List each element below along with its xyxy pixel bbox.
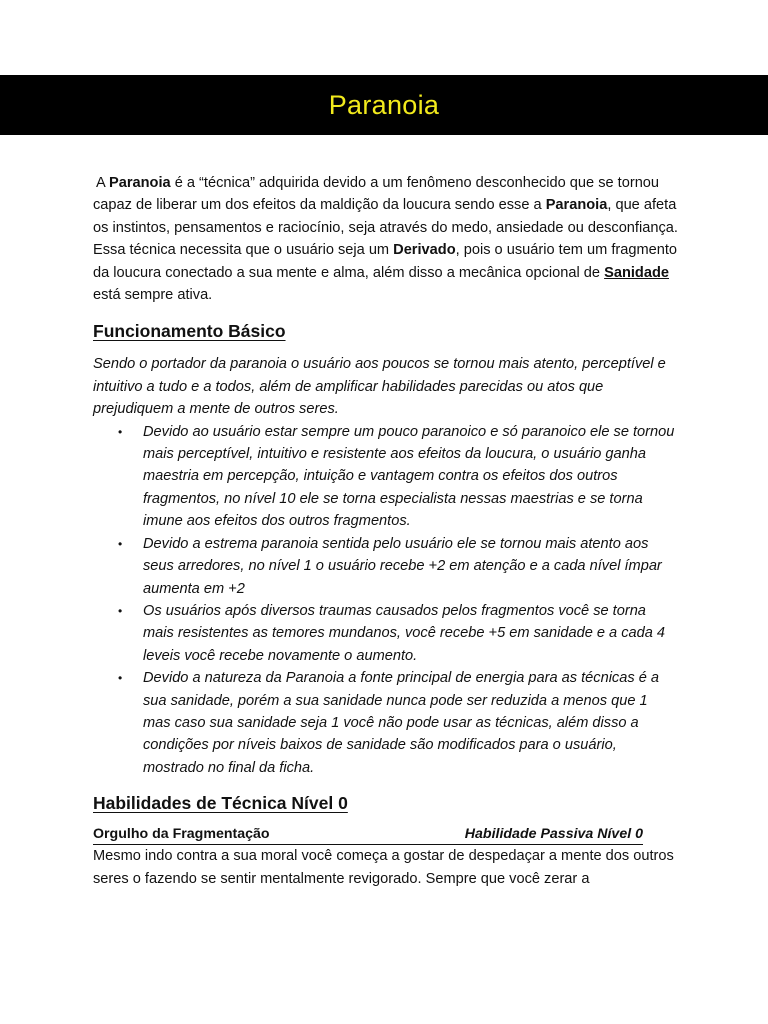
intro-paragraph	[93, 172, 678, 306]
intro-bold-term: Derivado	[393, 242, 456, 259]
bullet-icon: •	[118, 424, 123, 439]
section-heading-funcionamento: Funcionamento Básico	[93, 321, 286, 342]
skill-name: Orgulho da Fragmentação	[93, 826, 270, 843]
title-bar	[0, 75, 768, 135]
section-heading-habilidades: Habilidades de Técnica Nível 0	[93, 793, 348, 814]
intro-text: , que afeta os instintos, pensamentos e raciocínio, seja através do medo, ansiedade ou desconfiança. Essa técnica necessita que o usuário seja um	[93, 197, 678, 259]
list-item	[118, 533, 678, 600]
list-item-text: Devido ao usuário estar sempre um pouco paranoico e só paranoico ele se tornou mais perceptível, intuitivo e resistente aos efeitos da loucura, o usuário ganha maestria em percepção, intuição e vantagem contra os efeitos dos outros fragmentos, no nível 10 ele se torna especialista nessas maestrias e se torna imune aos efeitos dos outros fragmentos.	[143, 423, 675, 530]
bullet-icon: •	[118, 603, 123, 618]
list-item	[118, 667, 678, 779]
list-item-text: Devido a estrema paranoia sentida pelo usuário ele se tornou mais atento aos seus arredores, no nível 1 o usuário recebe +2 em atenção e a cada nível ímpar aumenta em +2	[143, 535, 662, 597]
list-item	[118, 421, 678, 533]
list-item	[118, 600, 678, 667]
page-title: Paranoia	[328, 89, 440, 120]
intro-text: está sempre ativa.	[93, 287, 213, 304]
intro-bold-term: Paranoia	[545, 197, 608, 214]
intro-text: é a “técnica” adquirida devido a um fenômeno desconhecido que se tornou capaz de liberar um dos efeitos da maldição da loucura sendo esse a	[93, 175, 660, 214]
intro-text: , pois o usuário tem um fragmento da loucura conectado a sua mente e alma, além disso a mecânica opcional de	[93, 242, 678, 281]
document-body	[93, 172, 678, 890]
bullet-icon: •	[118, 536, 123, 551]
intro-bold-term: Paranoia	[108, 175, 171, 191]
intro-underlined-term: Sanidade	[604, 264, 669, 281]
list-item-text: Devido a natureza da Paranoia a fonte principal de energia para as técnicas é a sua sanidade, porém a sua sanidade nunca pode ser reduzida a menos que 1 mas caso sua sanidade seja 1 você não pode usar as técnicas, além disso a condições por níveis baixos de sanidade são modificados para o usuário, mostrado no final da ficha.	[143, 670, 659, 776]
intro-text: A	[96, 175, 109, 191]
list-item-text: Os usuários após diversos traumas causados pelos fragmentos você se torna mais resistentes as temores mundanos, você recebe +5 em sanidade e a cada 4 leveis você recebe novamente o aumento.	[143, 602, 666, 664]
bullet-list	[93, 421, 678, 780]
bullet-icon: •	[118, 671, 123, 686]
skill-description: Mesmo indo contra a sua moral você começa a gostar de despedaçar a mente dos outros seres o fazendo se sentir mentalmente revigorado. Sempre que você zerar a	[93, 848, 674, 887]
section-paragraph: Sendo o portador da paranoia o usuário aos poucos se tornou mais atento, perceptível e intuitivo a tudo e a todos, além de amplificar habilidades parecidas ou atos que prejudiquem a mente de outros seres.	[93, 356, 666, 418]
skill-header	[93, 825, 643, 845]
skill-type: Habilidade Passiva Nível 0	[464, 826, 643, 843]
